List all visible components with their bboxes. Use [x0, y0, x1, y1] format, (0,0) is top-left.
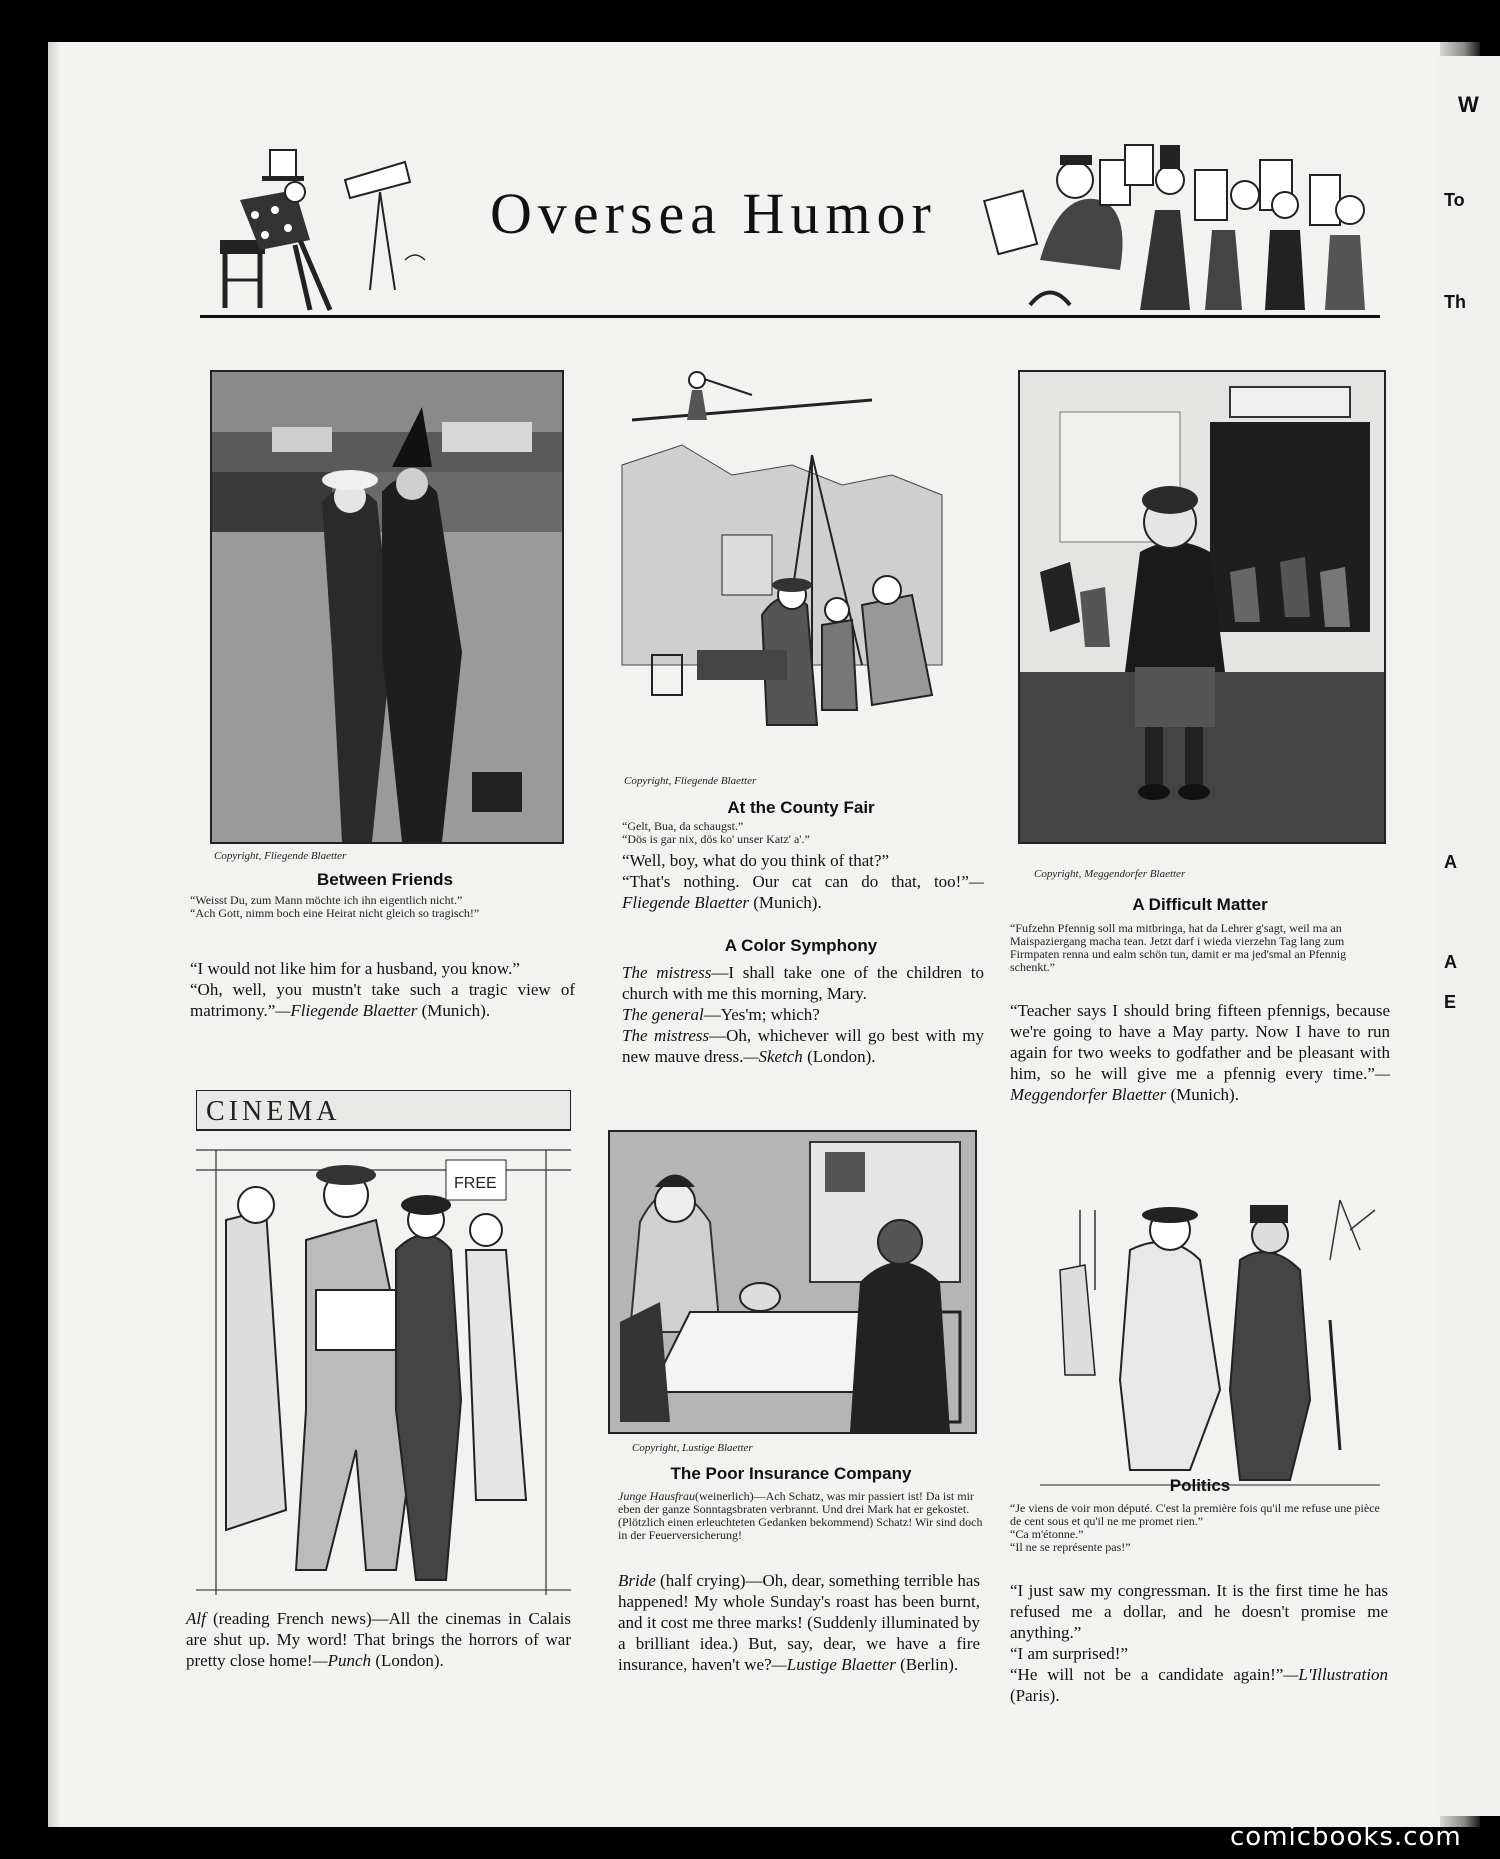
dialogue-text: —Yes'm; which?	[703, 1005, 820, 1024]
original-line: “Ach Gott, nimm boch eine Heirat nicht gleich so tragisch!”	[190, 906, 480, 920]
original-line: “Ca m'étonne.”	[1010, 1527, 1084, 1541]
source-place: (London).	[371, 1651, 444, 1670]
story-body	[186, 1608, 571, 1671]
original-line: “Il ne se représente pas!”	[1010, 1540, 1131, 1554]
story-body	[622, 962, 984, 1067]
facing-page-fragment: A	[1444, 952, 1457, 972]
page-edge	[48, 42, 60, 1827]
dialogue-line	[618, 1570, 980, 1675]
original-text	[622, 820, 992, 846]
source-name: —Lustige Blaetter	[771, 1655, 896, 1674]
source-name: —Fliegende Blaetter	[622, 872, 984, 912]
dialogue-text: “Oh, well, you mustn't take such a tragic view of matrimony.”	[190, 980, 575, 1020]
speaker: The mistress	[622, 1026, 710, 1045]
story-title: The Poor Insurance Company	[670, 1464, 912, 1483]
dialogue-text: (reading French news)—All the cinemas in Calais are shut up. My word! That brings the horrors of war pretty close home!	[186, 1609, 571, 1670]
dialogue-text: “Teacher says I should bring fifteen pfennigs, because we're going to have a May party. Now I have to run again for two weeks to godfather and be pleasant with him, so he will give me a pfennig every time.”	[1010, 1001, 1390, 1083]
illustration-cinema-street	[196, 1090, 571, 1595]
masthead	[200, 140, 1380, 325]
masthead-rule	[200, 315, 1380, 318]
facing-page-fragment: W	[1458, 92, 1479, 117]
story-title: A Difficult Matter	[1132, 895, 1268, 914]
source-name: —Punch	[312, 1651, 372, 1670]
image-credit: Copyright, Fliegende Blaetter	[624, 775, 757, 787]
dialogue-line: “Well, boy, what do you think of that?”	[622, 851, 890, 870]
original-line: “Fufzehn Pfennig soll ma mitbringa, hat da Lehrer g'sagt, weil ma an Maispaziergang macha tean. Jetzt darf i wieda vierzehn Tag lang zum Firmpaten renna und ealm schön tun, damit er ma jed'smal an Pfennig schenkt.”	[1010, 921, 1347, 974]
illustration-two-men-talking	[1040, 1190, 1380, 1490]
original-text	[190, 894, 575, 920]
story-title: Politics	[1169, 1476, 1231, 1495]
original-line	[618, 1490, 983, 1542]
facing-page-fragment: E	[1444, 992, 1457, 1012]
original-line: “Dös is gar nix, dös ko' unser Katz' a'.”	[622, 832, 810, 846]
original-line: “Weisst Du, zum Mann möchte ich ihn eigentlich nicht.”	[190, 893, 463, 907]
source-place: (Munich).	[417, 1001, 491, 1020]
page-title: Oversea Humor	[490, 181, 937, 246]
source-name: —L'Illustration	[1283, 1665, 1388, 1684]
story-title: Between Friends	[316, 870, 454, 889]
facing-page-fragment: A	[1444, 852, 1457, 872]
source-place: (Munich).	[748, 893, 822, 912]
dialogue-line: “I would not like him for a husband, you know.”	[190, 959, 520, 978]
illustration-county-fair	[612, 365, 982, 765]
image-credit: Copyright, Lustige Blaetter	[632, 1442, 753, 1454]
illustration-schoolboy	[1018, 370, 1386, 844]
dialogue-text: “That's nothing. Our cat can do that, too!”	[622, 872, 969, 891]
original-text	[1010, 1502, 1390, 1554]
original-line: “Je viens de voir mon député. C'est la première fois qu'il me refuse une pièce de cent sous et qu'il ne me promet rien.”	[1010, 1501, 1380, 1528]
story-body	[622, 850, 984, 913]
story-body	[1010, 1000, 1390, 1105]
dialogue-line	[622, 1025, 984, 1067]
dialogue-line	[190, 979, 575, 1021]
dialogue-line	[1010, 1664, 1388, 1706]
source-place: (Berlin).	[895, 1655, 959, 1674]
facing-page-fragment: To	[1444, 190, 1465, 210]
story-title: A Color Symphony	[724, 936, 878, 955]
dialogue-line: “I just saw my congressman. It is the first time he has refused me a dollar, and he doesn't promise me anything.”	[1010, 1581, 1388, 1642]
site-watermark: comicbooks.com	[1230, 1822, 1462, 1852]
dialogue-line	[622, 962, 984, 1004]
dialogue-line	[186, 1608, 571, 1671]
newspaper-readers-illustration	[980, 140, 1380, 320]
illustration-dining-couple	[608, 1130, 977, 1434]
original-line: “Gelt, Bua, da schaugst.”	[622, 819, 744, 833]
illustration-two-women	[210, 370, 564, 844]
facing-page	[1436, 56, 1500, 1816]
speaker: The general	[622, 1005, 704, 1024]
source-name: —Meggendorfer Blaetter	[1010, 1064, 1390, 1104]
source-place: (Paris).	[1010, 1686, 1060, 1705]
dialogue-line: “I am surprised!”	[1010, 1644, 1129, 1663]
story-body	[190, 958, 575, 1021]
source-place: (London).	[802, 1047, 876, 1066]
poster-text: FREE	[454, 1175, 497, 1192]
story-body	[618, 1570, 980, 1675]
image-credit: Copyright, Meggendorfer Blaetter	[1034, 868, 1186, 880]
cinema-sign-text: CINEMA	[206, 1096, 341, 1127]
dialogue-line	[622, 871, 984, 913]
source-name: —Fliegende Blaetter	[275, 1001, 418, 1020]
dialogue-text: (half crying)—Oh, dear, something terrible has happened! My whole Sunday's roast has been burnt, and it cost me three marks! (Suddenly illuminated by a brilliant idea.) But, say, dear, we have a fire insurance, haven't we?	[618, 1571, 980, 1674]
dialogue-text: —Oh, whichever will go best with my new mauve dress.	[622, 1026, 984, 1066]
dialogue-text: —I shall take one of the children to church with me this morning, Mary.	[622, 963, 984, 1003]
facing-page-fragment: Th	[1444, 292, 1466, 312]
dialogue-line	[622, 1004, 984, 1025]
original-text	[618, 1490, 983, 1542]
speaker: Junge Hausfrau	[618, 1489, 695, 1503]
speaker: The mistress	[622, 963, 712, 982]
source-name: —Sketch	[743, 1047, 803, 1066]
dialogue-line	[1010, 1000, 1390, 1105]
image-credit: Copyright, Fliegende Blaetter	[214, 850, 347, 862]
uncle-sam-telescope-illustration	[200, 140, 440, 320]
story-title: At the County Fair	[727, 798, 875, 817]
source-place: (Munich).	[1166, 1085, 1239, 1104]
original-text-line: (weinerlich)—Ach Schatz, was mir passiert ist! Da ist mir eben der ganze Sonntagsbraten verbrannt. Und drei Mark hat er gekostet. (Plötzlich einen erleuchteten Gedanken bekommend) Schatz! Wir sind doch in der Feuerversicherung!	[618, 1489, 983, 1542]
dialogue-text: “He will not be a candidate again!”	[1010, 1665, 1284, 1684]
speaker: Bride	[618, 1571, 656, 1590]
original-text	[1010, 922, 1390, 974]
story-body	[1010, 1580, 1388, 1706]
speaker: Alf	[186, 1609, 206, 1628]
